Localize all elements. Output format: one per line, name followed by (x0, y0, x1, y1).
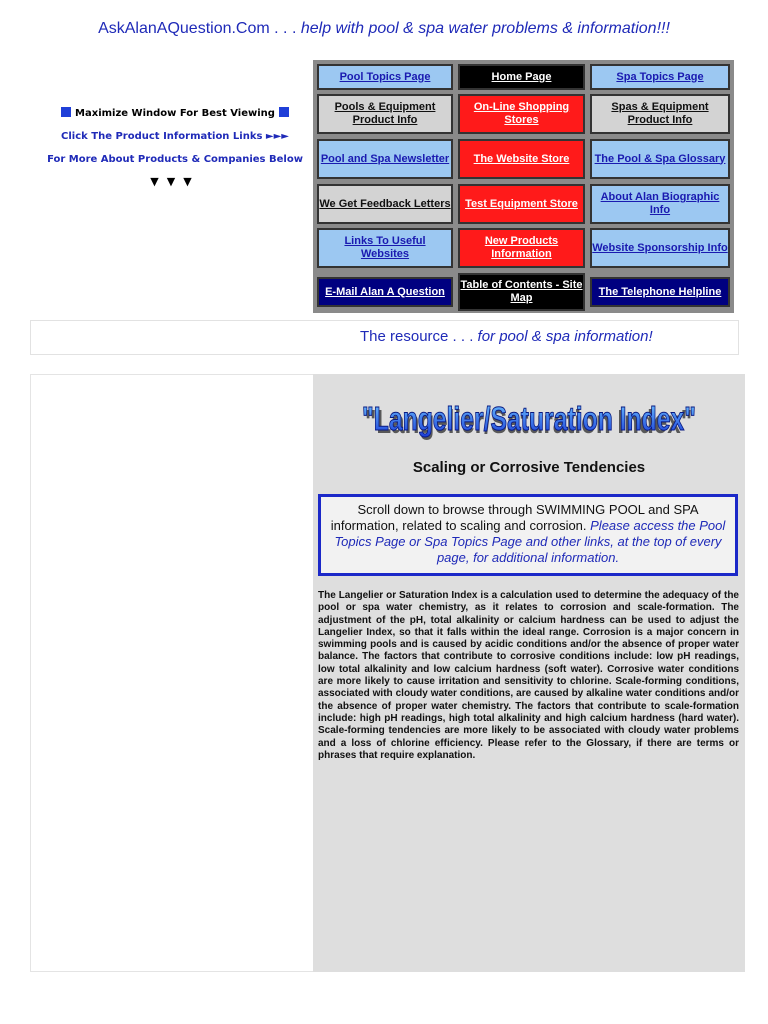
viewing-instructions (40, 107, 310, 188)
nav-online-shopping[interactable]: On-Line Shopping Stores (458, 94, 585, 134)
site-header (0, 20, 768, 38)
wordart-title-text: "Langelier/Saturation Index" (362, 400, 696, 437)
nav-new-products[interactable]: New Products Information (458, 228, 585, 268)
resource-italic: for pool & spa information! (477, 328, 653, 345)
site-name-link[interactable]: AskAlanAQuestion.Com (98, 20, 270, 37)
nav-pools-equipment[interactable]: Pools & Equipment Product Info (317, 94, 453, 134)
page-title-banner (313, 395, 745, 445)
page-subtitle: Scaling or Corrosive Tendencies (412, 459, 646, 476)
maximize-note-text: Maximize Window For Best Viewing (75, 108, 275, 119)
companies-note: For More About Products & Companies Below (47, 154, 303, 165)
product-links-note: Click The Product Information Links ►►► (61, 131, 289, 142)
resource-slogan (360, 328, 653, 345)
header-ellipsis: . . . (269, 20, 301, 37)
nav-spa-topics[interactable]: Spa Topics Page (590, 64, 730, 90)
nav-useful-links[interactable]: Links To Useful Websites (317, 228, 453, 268)
header-tagline: help with pool & spa water problems & information!!! (300, 20, 670, 37)
resource-prefix: The resource . . . (360, 328, 478, 345)
blue-square-icon (279, 107, 289, 117)
blue-square-icon (61, 107, 71, 117)
maximize-note (40, 107, 310, 119)
nav-email-alan[interactable]: E-Mail Alan A Question (317, 277, 453, 307)
nav-table-of-contents[interactable]: Table of Contents - Site Map (458, 273, 585, 311)
scroll-instructions-text: Scroll down to browse through SWIMMING POOL and SPA information, related to scaling and corrosion. (330, 502, 699, 533)
nav-home[interactable]: Home Page (458, 64, 585, 90)
nav-spas-equipment[interactable]: Spas & Equipment Product Info (590, 94, 730, 134)
nav-website-store[interactable]: The Website Store (458, 139, 585, 179)
nav-feedback[interactable]: We Get Feedback Letters (317, 184, 453, 224)
nav-about-alan[interactable]: About Alan Biographic Info (590, 184, 730, 224)
nav-pool-topics[interactable]: Pool Topics Page (317, 64, 453, 90)
wordart-title (359, 395, 699, 445)
lsi-description: The Langelier or Saturation Index is a calculation used to determine the adequacy of the pool or spa water chemistry, as it relates to corrosion and scale-formation. The adjustment of the pH, total alkalinity or calcium hardness can be used to adjust the Langelier Index, so that it falls within the ideal range. Corrosion is a major concern in swimming pools and is caused by acidic conditions and/or the absence of proper water balance. The factors that contribute to corrosive conditions include: low pH readings, low total alkalinity and low calcium hardness (soft water). Corrosive water conditions are more likely to cause irritation and sensitivity to chlorine. Scale-forming conditions, associated with cloudy water conditions, are caused by alkaline water conditions and/or the absence of proper water chemistry. The factors that contribute to scale-formation include: high pH readings, high total alkalinity and high calcium hardness (hard water). Scale-forming tendencies are more likely to be associated with cloudy water problems and a loss of chlorine efficiency. Please refer to the Glossary, if there are terms or phrases that require explanation. (318, 590, 739, 761)
navigation-grid (313, 60, 734, 313)
scroll-instructions-box (318, 494, 738, 576)
down-arrows-icon: ▼▼▼ (150, 175, 200, 188)
nav-newsletter[interactable]: Pool and Spa Newsletter (317, 139, 453, 179)
nav-telephone-helpline[interactable]: The Telephone Helpline (590, 277, 730, 307)
svg-text:"Langelier/Saturation Index": "Langelier/Saturation Index" (364, 402, 693, 441)
nav-sponsorship[interactable]: Website Sponsorship Info (590, 228, 730, 268)
nav-test-equipment[interactable]: Test Equipment Store (458, 184, 585, 224)
nav-glossary[interactable]: The Pool & Spa Glossary (590, 139, 730, 179)
scroll-instructions-italic: Please access the Pool Topics Page or Spa Topics Page and other links, at the top of every page, for additional information. (334, 518, 726, 565)
